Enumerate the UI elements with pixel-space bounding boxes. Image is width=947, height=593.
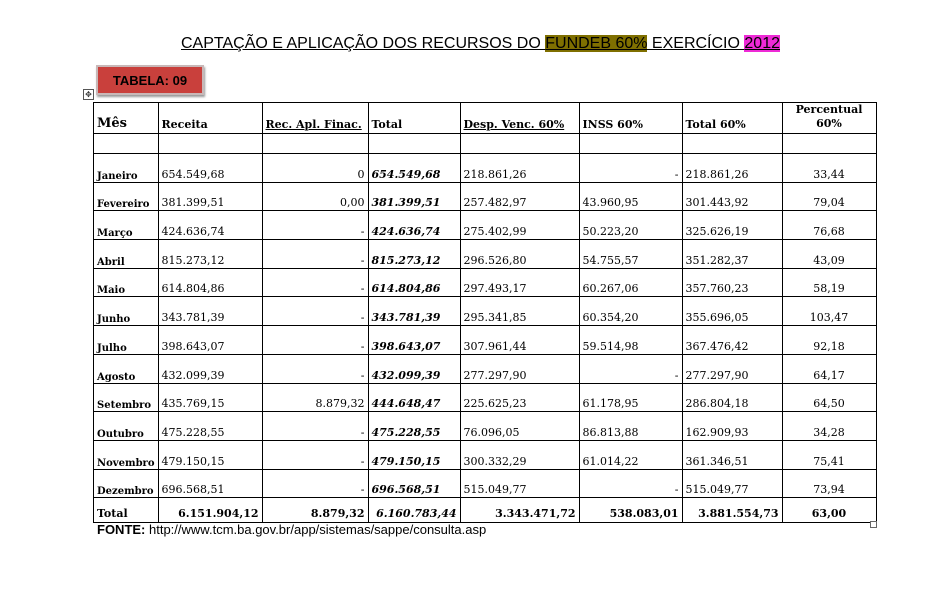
cell-total60: 357.760,23 <box>682 268 782 297</box>
cell-desp: 300.332,29 <box>460 440 579 469</box>
cell-total60: 301.443,92 <box>682 182 782 211</box>
table-row <box>94 154 877 183</box>
cell-pct: 103,47 <box>782 297 876 326</box>
cell-total: 479.150,15 <box>368 440 460 469</box>
table-header-row <box>94 103 877 134</box>
table-total-row <box>94 498 877 523</box>
cell-mes: Julho <box>94 326 159 355</box>
header-inss: INSS 60% <box>579 103 682 134</box>
cell-desp: 218.861,26 <box>460 154 579 183</box>
header-total-60: Total 60% <box>682 103 782 134</box>
table-row <box>94 469 877 498</box>
cell-desp: 275.402,99 <box>460 211 579 240</box>
cell-pct: 64,50 <box>782 383 876 412</box>
cell-pct: 34,28 <box>782 412 876 441</box>
cell-total60: 361.346,51 <box>682 440 782 469</box>
cell-rec: - <box>262 440 368 469</box>
cell-total60: 351.282,37 <box>682 240 782 269</box>
table-resize-handle-icon[interactable] <box>870 521 877 528</box>
cell-receita: 432.099,39 <box>158 354 262 383</box>
cell-pct: 75,41 <box>782 440 876 469</box>
cell-total60: 277.297,90 <box>682 354 782 383</box>
cell-total: 343.781,39 <box>368 297 460 326</box>
cell-receita: 815.273,12 <box>158 240 262 269</box>
cell-rec: - <box>262 469 368 498</box>
cell-rec: - <box>262 211 368 240</box>
total-label: Total <box>94 498 159 523</box>
cell-desp: 297.493,17 <box>460 268 579 297</box>
cell-rec: - <box>262 326 368 355</box>
cell-total: 614.804,86 <box>368 268 460 297</box>
table-row <box>94 440 877 469</box>
source-label: FONTE: <box>97 522 146 537</box>
cell-pct: 43,09 <box>782 240 876 269</box>
cell-rec: - <box>262 240 368 269</box>
table-row <box>94 354 877 383</box>
cell-inss: 54.755,57 <box>579 240 682 269</box>
cell-total60: 286.804,18 <box>682 383 782 412</box>
cell-pct: 64,17 <box>782 354 876 383</box>
header-desp-venc: Desp. Venc. 60% <box>460 103 579 134</box>
cell-pct: 79,04 <box>782 182 876 211</box>
title-middle: EXERCÍCIO <box>647 35 745 52</box>
cell-rec: - <box>262 268 368 297</box>
title-year-highlight: 2012 <box>744 35 780 52</box>
cell-mes: Setembro <box>94 383 159 412</box>
cell-pct: 73,94 <box>782 469 876 498</box>
cell-inss: - <box>579 469 682 498</box>
table-row <box>94 326 877 355</box>
total-rec: 8.879,32 <box>262 498 368 523</box>
cell-mes: Fevereiro <box>94 182 159 211</box>
table-row <box>94 297 877 326</box>
cell-total60: 325.626,19 <box>682 211 782 240</box>
header-rec-apl-finac: Rec. Apl. Finac. <box>262 103 368 134</box>
cell-inss: 61.178,95 <box>579 383 682 412</box>
cell-receita: 435.769,15 <box>158 383 262 412</box>
table-row <box>94 268 877 297</box>
header-mes: Mês <box>94 103 159 134</box>
cell-total60: 515.049,77 <box>682 469 782 498</box>
cell-mes: Junho <box>94 297 159 326</box>
cell-total: 654.549,68 <box>368 154 460 183</box>
source-url[interactable]: http://www.tcm.ba.gov.br/app/sistemas/sappe/consulta.asp <box>145 522 487 537</box>
cell-mes: Novembro <box>94 440 159 469</box>
cell-total: 475.228,55 <box>368 412 460 441</box>
tabela-label-box <box>96 65 204 95</box>
cell-receita: 654.549,68 <box>158 154 262 183</box>
header-percentual: Percentual 60% <box>782 103 876 134</box>
cell-total: 432.099,39 <box>368 354 460 383</box>
cell-mes: Maio <box>94 268 159 297</box>
header-total: Total <box>368 103 460 134</box>
cell-inss: 43.960,95 <box>579 182 682 211</box>
cell-total: 381.399,51 <box>368 182 460 211</box>
cell-desp: 296.526,80 <box>460 240 579 269</box>
total-total: 6.160.783,44 <box>368 498 460 523</box>
cell-mes: Março <box>94 211 159 240</box>
cell-total60: 367.476,42 <box>682 326 782 355</box>
page-title <box>181 34 780 54</box>
cell-pct: 58,19 <box>782 268 876 297</box>
title-fundeb-highlight: FUNDEB 60% <box>545 35 648 52</box>
cell-inss: 61.014,22 <box>579 440 682 469</box>
cell-receita: 475.228,55 <box>158 412 262 441</box>
cell-mes: Dezembro <box>94 469 159 498</box>
cell-mes: Abril <box>94 240 159 269</box>
cell-desp: 515.049,77 <box>460 469 579 498</box>
total-inss: 538.083,01 <box>579 498 682 523</box>
cell-rec: 8.879,32 <box>262 383 368 412</box>
cell-inss: 86.813,88 <box>579 412 682 441</box>
total-receita: 6.151.904,12 <box>158 498 262 523</box>
cell-mes: Janeiro <box>94 154 159 183</box>
cell-receita: 696.568,51 <box>158 469 262 498</box>
cell-rec: 0,00 <box>262 182 368 211</box>
source-line <box>97 522 486 537</box>
table-row <box>94 240 877 269</box>
table-row <box>94 182 877 211</box>
cell-rec: - <box>262 412 368 441</box>
cell-receita: 614.804,86 <box>158 268 262 297</box>
cell-total60: 162.909,93 <box>682 412 782 441</box>
cell-inss: 59.514,98 <box>579 326 682 355</box>
cell-total60: 355.696,05 <box>682 297 782 326</box>
total-desp: 3.343.471,72 <box>460 498 579 523</box>
cell-inss: 50.223,20 <box>579 211 682 240</box>
cell-desp: 76.096,05 <box>460 412 579 441</box>
cell-pct: 33,44 <box>782 154 876 183</box>
cell-desp: 225.625,23 <box>460 383 579 412</box>
cell-inss: 60.267,06 <box>579 268 682 297</box>
cell-inss: - <box>579 354 682 383</box>
cell-total: 815.273,12 <box>368 240 460 269</box>
cell-receita: 398.643,07 <box>158 326 262 355</box>
cell-total: 398.643,07 <box>368 326 460 355</box>
cell-total: 424.636,74 <box>368 211 460 240</box>
table-row <box>94 211 877 240</box>
cell-inss: 60.354,20 <box>579 297 682 326</box>
cell-receita: 424.636,74 <box>158 211 262 240</box>
cell-desp: 295.341,85 <box>460 297 579 326</box>
cell-mes: Agosto <box>94 354 159 383</box>
total-total60: 3.881.554,73 <box>682 498 782 523</box>
cell-mes: Outubro <box>94 412 159 441</box>
cell-desp: 307.961,44 <box>460 326 579 355</box>
cell-total60: 218.861,26 <box>682 154 782 183</box>
cell-desp: 277.297,90 <box>460 354 579 383</box>
cell-inss: - <box>579 154 682 183</box>
cell-receita: 381.399,51 <box>158 182 262 211</box>
cell-pct: 76,68 <box>782 211 876 240</box>
table-row <box>94 412 877 441</box>
cell-receita: 479.150,15 <box>158 440 262 469</box>
cell-rec: 0 <box>262 154 368 183</box>
table-row <box>94 383 877 412</box>
fundeb-table <box>93 102 877 523</box>
cell-rec: - <box>262 297 368 326</box>
cell-total: 444.648,47 <box>368 383 460 412</box>
total-pct: 63,00 <box>782 498 876 523</box>
cell-total: 696.568,51 <box>368 469 460 498</box>
move-handle-icon[interactable]: ✥ <box>83 89 94 100</box>
title-prefix: CAPTAÇÃO E APLICAÇÃO DOS RECURSOS DO <box>181 35 546 52</box>
cell-receita: 343.781,39 <box>158 297 262 326</box>
table-blank-row <box>94 134 877 154</box>
cell-rec: - <box>262 354 368 383</box>
cell-desp: 257.482,97 <box>460 182 579 211</box>
header-receita: Receita <box>158 103 262 134</box>
cell-pct: 92,18 <box>782 326 876 355</box>
tabela-label: TABELA: 09 <box>112 72 188 88</box>
